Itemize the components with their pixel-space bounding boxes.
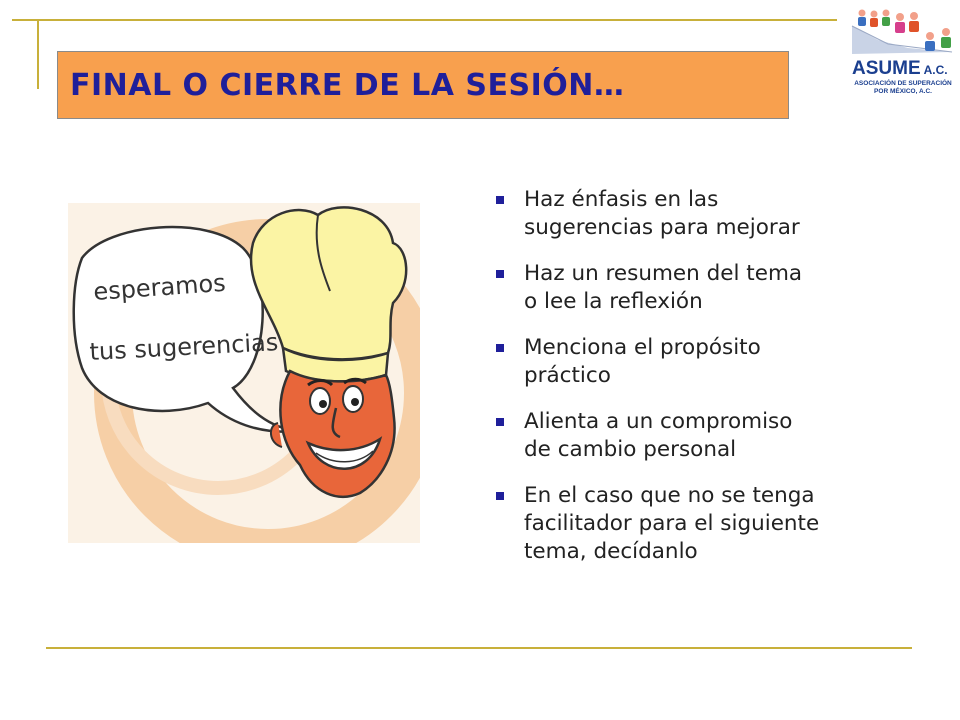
bullet-line: o lee la reflexión: [524, 289, 703, 314]
title-banner: [57, 51, 789, 119]
square-bullet-icon: [496, 344, 504, 352]
top-rule: [12, 19, 837, 21]
chef-illustration: [68, 203, 420, 543]
square-bullet-icon: [496, 492, 504, 500]
bullet-line: Menciona el propósito: [524, 335, 761, 360]
bullet-line: de cambio personal: [524, 437, 737, 462]
speech-line1: esperamos: [92, 268, 227, 306]
logo-suffix: A.C.: [923, 63, 948, 77]
left-rule: [37, 21, 39, 89]
bullet-line: sugerencias para mejorar: [524, 215, 800, 240]
logo-subtitle-line2: POR MÉXICO, A.C.: [874, 88, 932, 95]
bottom-rule: [46, 647, 912, 649]
logo-name: [852, 58, 948, 80]
bullet-line: Alienta a un compromiso: [524, 409, 793, 434]
bullet-item: [496, 260, 916, 316]
bullet-line: facilitador para el siguiente: [524, 511, 820, 536]
square-bullet-icon: [496, 196, 504, 204]
bullet-line: En el caso que no se tenga: [524, 483, 815, 508]
bullet-item: [496, 408, 916, 464]
bullet-item: [496, 186, 916, 242]
chef-illustration-art: [68, 203, 420, 543]
slide-title: FINAL O CIERRE DE LA SESIÓN…: [70, 67, 625, 103]
square-bullet-icon: [496, 418, 504, 426]
bullet-line: tema, decídanlo: [524, 539, 698, 564]
asume-logo-figures-icon: [848, 4, 958, 58]
bullet-item: [496, 334, 916, 390]
bullet-line: Haz énfasis en las: [524, 187, 719, 212]
bullet-line: Haz un resumen del tema: [524, 261, 803, 286]
bullet-line: práctico: [524, 363, 611, 388]
bullet-item: [496, 482, 916, 566]
logo-name-text: ASUME: [852, 58, 921, 79]
logo-subtitle: [850, 80, 956, 96]
logo-subtitle-line1: ASOCIACIÓN DE SUPERACIÓN: [854, 80, 952, 87]
bullet-list: [496, 186, 916, 584]
speech-line2: tus sugerencias: [88, 328, 279, 366]
square-bullet-icon: [496, 270, 504, 278]
asume-logo: [848, 4, 958, 102]
